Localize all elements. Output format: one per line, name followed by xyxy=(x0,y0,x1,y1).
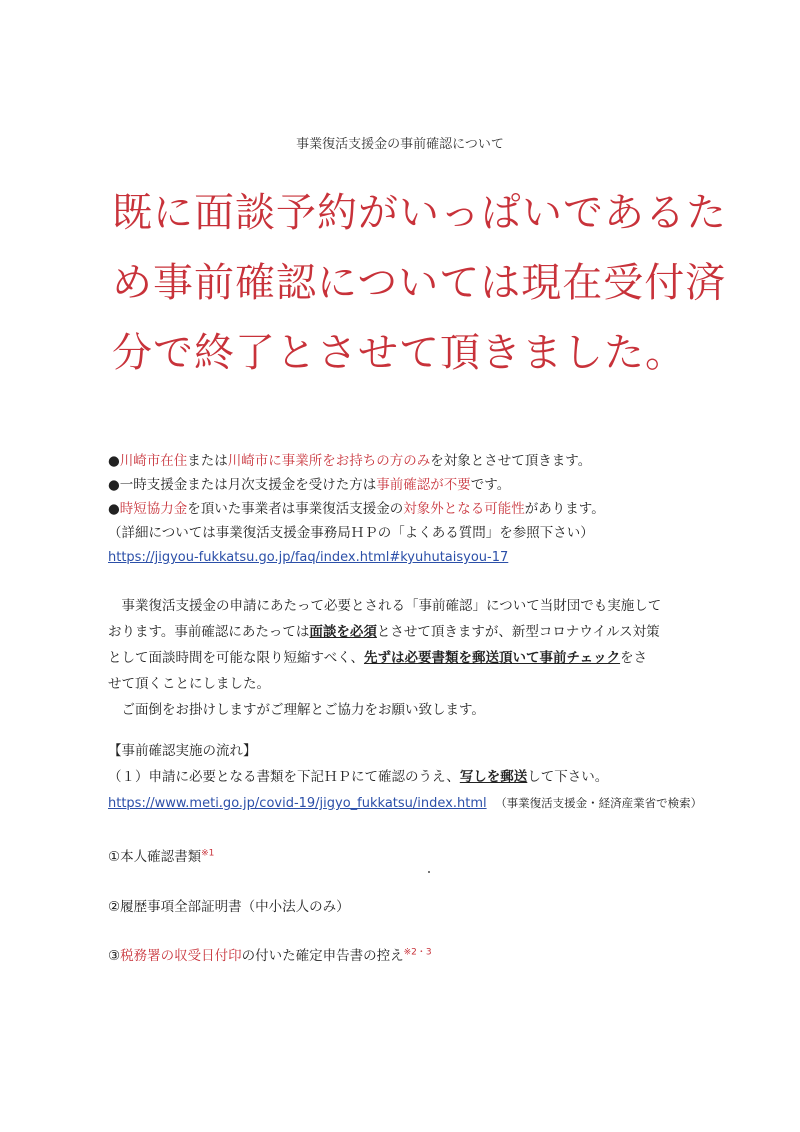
flow-text: して下さい。 xyxy=(527,769,609,785)
bullet-marker: ● xyxy=(108,453,120,469)
item-number: ③ xyxy=(108,948,121,964)
headline-line-2: め事前確認については現在受付済 xyxy=(112,260,727,306)
paragraph-text: とさせて頂きますが、新型コロナウイルス対策 xyxy=(376,624,660,640)
bullet-text: を対象とさせて頂きます。 xyxy=(430,453,592,469)
bullet-text-red: 対象外となる可能性 xyxy=(403,501,525,517)
item-text: の付いた確定申告書の控え xyxy=(241,948,404,964)
paragraph-line-2 xyxy=(108,619,698,645)
paragraph-emphasis: 先ずは必要書類を郵送頂いて事前チェック xyxy=(363,650,621,666)
bullet-text-red: 川崎市在住 xyxy=(119,453,188,469)
bullet-text: 一時支援金または月次支援金を受けた方は xyxy=(119,477,377,493)
bullet-text: または xyxy=(187,453,228,469)
flow-emphasis: 写しを郵送 xyxy=(459,769,528,785)
bullet-item-3 xyxy=(108,497,728,521)
document-title: 事業復活支援金の事前確認について xyxy=(296,137,504,152)
paragraph-line-3 xyxy=(108,645,698,671)
paragraph-line-5: ご面倒をお掛けしますがご理解とご協力をお願い致します。 xyxy=(108,702,485,718)
item-footnote: ※2・3 xyxy=(403,947,432,958)
bullet-item-1 xyxy=(108,449,728,473)
bullet-list xyxy=(108,449,728,569)
paragraph-line-1: 事業復活支援金の申請にあたって必要とされる「事前確認」について当財団でも実施して xyxy=(108,598,662,614)
item-text-red: 税務署の収受日付印 xyxy=(120,948,242,964)
bullet-marker: ● xyxy=(108,501,120,517)
body-paragraph xyxy=(108,593,698,723)
document-item-3 xyxy=(108,944,432,964)
flow-heading: 【事前確認実施の流れ】 xyxy=(108,743,257,759)
detail-note: （詳細については事業復活支援金事務局ＨＰの「よくある質問」を参照下さい） xyxy=(108,525,594,541)
headline-notice xyxy=(112,178,727,388)
headline-line-1: 既に面談予約がいっぱいであるた xyxy=(112,190,727,236)
document-item-2: ②履歴事項全部証明書（中小法人のみ） xyxy=(108,899,350,915)
headline-line-3: 分で終了とさせて頂きました。 xyxy=(112,330,686,376)
scan-speck xyxy=(428,871,430,873)
paragraph-text: として面談時間を可能な限り短縮すべく、 xyxy=(108,650,364,666)
flow-step-1 xyxy=(108,764,728,790)
bullet-text: を頂いた事業者は事業復活支援金の xyxy=(187,501,404,517)
bullet-text-red: 時短協力金 xyxy=(119,501,188,517)
bullet-text-red: 事前確認が不要 xyxy=(376,477,471,493)
flow-section xyxy=(108,738,728,816)
flow-text: （１）申請に必要となる書類を下記ＨＰにて確認のうえ、 xyxy=(108,769,460,785)
bullet-text-red: 川崎市に事業所をお持ちの方のみ xyxy=(227,453,431,469)
paragraph-text: をさ xyxy=(620,650,648,666)
item-text: ①本人確認書類 xyxy=(108,849,202,865)
bullet-marker: ● xyxy=(108,477,120,493)
flow-link-row xyxy=(108,790,728,816)
paragraph-emphasis: 面談を必須 xyxy=(309,624,377,640)
document-item-1 xyxy=(108,845,214,865)
bullet-item-2 xyxy=(108,473,728,497)
item-footnote: ※1 xyxy=(201,848,215,859)
bullet-text: です。 xyxy=(470,477,511,493)
paragraph-text: おります。事前確認にあたっては xyxy=(108,624,310,640)
faq-link[interactable]: https://jigyou-fukkatsu.go.jp/faq/index.html#kyuhutaisyou-17 xyxy=(108,550,509,565)
meti-search-note: （事業復活支援金・経済産業省で検索） xyxy=(495,796,703,810)
meti-link[interactable]: https://www.meti.go.jp/covid-19/jigyo_fukkatsu/index.html xyxy=(108,796,487,811)
bullet-text: があります。 xyxy=(524,501,605,517)
paragraph-line-4: せて頂くことにしました。 xyxy=(108,676,270,692)
